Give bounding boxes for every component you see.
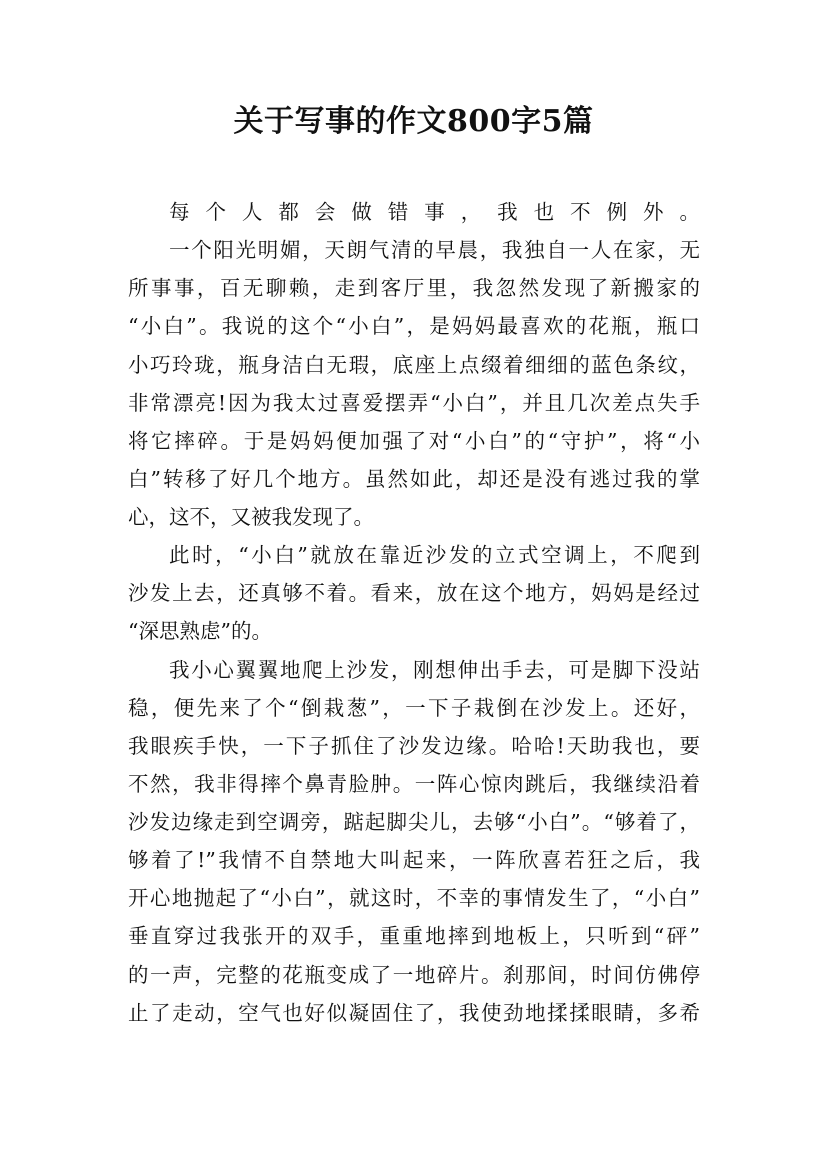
paragraph-3-line-1: 此时，“小白”就放在靠近沙发的立式空调上，不爬到 (169, 543, 700, 567)
paragraph-4-line-9: 的一声，完整的花瓶变成了一地碎片。刹那间，时间仿佛停 (128, 963, 700, 987)
paragraph-3-line-2: 沙发上去，还真够不着。看来，放在这个地方，妈妈是经过 (128, 581, 700, 605)
paragraph-2-line-5: 非常漂亮!因为我太过喜爱摆弄“小白”，并且几次差点失手 (128, 391, 700, 415)
paragraph-4-line-10: 止了走动，空气也好似凝固住了，我使劲地揉揉眼睛，多希 (128, 1001, 700, 1025)
paragraph-2-line-7: 白”转移了好几个地方。虽然如此，却还是没有逃过我的掌 (128, 467, 700, 491)
paragraph-4-line-7: 开心地抛起了“小白”，就这时，不幸的事情发生了，“小白” (128, 886, 700, 910)
paragraph-4-line-3: 我眼疾手快，一下子抓住了沙发边缘。哈哈!天助我也，要 (128, 734, 700, 758)
paragraph-4-line-1: 我小心翼翼地爬上沙发，刚想伸出手去，可是脚下没站 (169, 658, 700, 682)
paragraph-2-line-2: 所事事，百无聊赖，走到客厅里，我忽然发现了新搬家的 (128, 276, 700, 300)
paragraph-2-line-6: 将它摔碎。于是妈妈便加强了对“小白”的“守护”，将“小 (128, 429, 700, 453)
paragraph-1-line-1: 每个人都会做错事，我也不例外。 (169, 200, 700, 224)
paragraph-2-line-4: 小巧玲珑，瓶身洁白无瑕，底座上点缀着细细的蓝色条纹， (128, 353, 700, 377)
paragraph-3-line-3: “深思熟虑”的。 (128, 619, 272, 643)
paragraph-2-line-3: “小白”。我说的这个“小白”，是妈妈最喜欢的花瓶，瓶口 (128, 314, 700, 338)
paragraph-4-line-8: 垂直穿过我张开的双手，重重地摔到地板上，只听到“砰” (128, 924, 700, 948)
paragraph-2-line-1: 一个阳光明媚，天朗气清的早晨，我独自一人在家，无 (169, 238, 700, 262)
paragraph-4-line-5: 沙发边缘走到空调旁，踮起脚尖儿，去够“小白”。“够着了， (128, 810, 700, 834)
document-title: 关于写事的作文800字5篇 (233, 104, 594, 139)
paragraph-4-line-6: 够着了!”我情不自禁地大叫起来，一阵欣喜若狂之后，我 (128, 848, 700, 872)
paragraph-2-line-8: 心，这不，又被我发现了。 (128, 505, 374, 529)
paragraph-4-line-4: 不然，我非得摔个鼻青脸肿。一阵心惊肉跳后，我继续沿着 (128, 772, 700, 796)
paragraph-4-line-2: 稳，便先来了个“倒栽葱”，一下子栽倒在沙发上。还好， (128, 696, 700, 720)
